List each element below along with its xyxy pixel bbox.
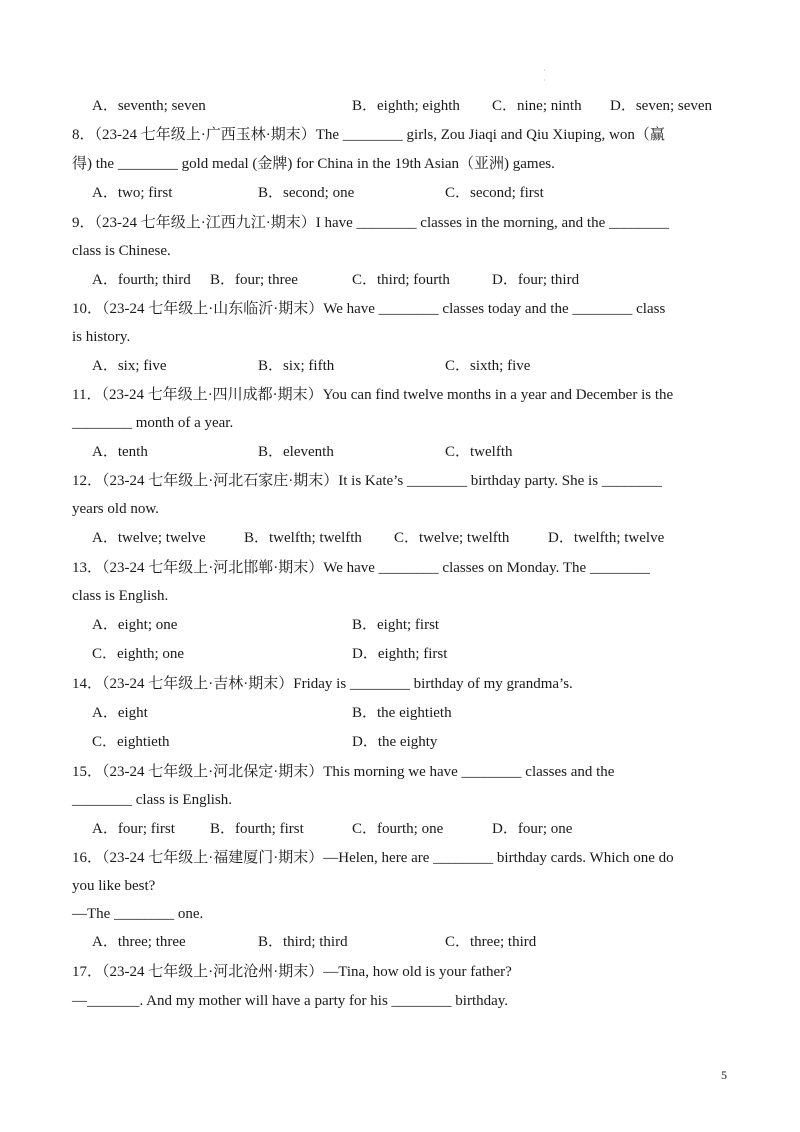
question-8-line-2: 得) the ________ gold medal (金牌) for China in the 19th Asian（亚洲) games.	[72, 156, 555, 172]
option-b: B．third; third	[258, 934, 348, 950]
option-d: D．twelfth; twelve	[548, 530, 665, 546]
question-15-line-2: ________ class is English.	[72, 792, 232, 808]
question-12-options	[0, 528, 800, 548]
question-16-line-3: —The ________ one.	[72, 906, 204, 922]
question-12-line-2: years old now.	[72, 501, 159, 517]
options-row	[0, 96, 800, 116]
question-12-line-1: 12．（23-24 七年级上·河北石家庄·期末）It is Kate’s ________ birthday party. She is ________	[72, 473, 662, 489]
option-c: C．eightieth	[92, 734, 170, 750]
option-b: B．twelfth; twelfth	[244, 530, 362, 546]
question-13-options-row-2	[0, 644, 800, 664]
question-11-line-2: ________ month of a year.	[72, 415, 234, 431]
option-c: C．nine; ninth	[492, 98, 582, 114]
option-a: A．seventh; seven	[92, 98, 206, 114]
question-17-line-1: 17．（23-24 七年级上·河北沧州·期末）—Tina, how old is your father?	[72, 964, 512, 980]
question-10-options	[0, 356, 800, 376]
question-11-options	[0, 442, 800, 462]
option-d: D．seven; seven	[610, 98, 713, 114]
option-b: B．six; fifth	[258, 358, 335, 374]
option-c: C．second; first	[445, 185, 544, 201]
option-c: C．eighth; one	[92, 646, 185, 662]
question-15-options	[0, 819, 800, 839]
question-10-line-2: is history.	[72, 329, 131, 345]
question-10-line-1: 10．（23-24 七年级上·山东临沂·期末）We have ________ classes today and the ________ class	[72, 301, 666, 317]
option-d: D．eighth; first	[352, 646, 448, 662]
option-c: C．three; third	[445, 934, 537, 950]
question-15-line-1: 15．（23-24 七年级上·河北保定·期末）This morning we have ________ classes and the	[72, 764, 615, 780]
option-b: B．second; one	[258, 185, 355, 201]
question-14-options-row-1	[0, 703, 800, 723]
question-13-line-1: 13．（23-24 七年级上·河北邯郸·期末）We have ________ classes on Monday. The ________	[72, 560, 650, 576]
question-16-line-1: 16．（23-24 七年级上·福建厦门·期末）—Helen, here are ________ birthday cards. Which one do	[72, 850, 674, 866]
question-8-options	[0, 183, 800, 203]
question-8-line-1: 8．（23-24 七年级上·广西玉林·期末）The ________ girls, Zou Jiaqi and Qiu Xiuping, won（赢	[72, 127, 665, 143]
option-a: A．six; five	[92, 358, 167, 374]
option-a: A．two; first	[92, 185, 173, 201]
option-c: C．twelfth	[445, 444, 513, 460]
option-a: A．fourth; third	[92, 272, 191, 288]
question-14-options-row-2	[0, 732, 800, 752]
question-9-line-1: 9．（23-24 七年级上·江西九江·期末）I have ________ classes in the morning, and the ________	[72, 215, 670, 231]
option-a: A．eight; one	[92, 617, 178, 633]
question-9-line-2: class is Chinese.	[72, 243, 171, 259]
option-d: D．the eighty	[352, 734, 438, 750]
option-c: C．third; fourth	[352, 272, 450, 288]
page-number: 5	[721, 1068, 727, 1082]
option-b: B．eleventh	[258, 444, 334, 460]
question-11-line-1: 11．（23-24 七年级上·四川成都·期末）You can find twelve months in a year and December is the	[72, 387, 674, 403]
option-c: C．sixth; five	[445, 358, 531, 374]
option-a: A．tenth	[92, 444, 148, 460]
option-a: A．four; first	[92, 821, 175, 837]
option-c: C．twelve; twelfth	[394, 530, 510, 546]
question-13-line-2: class is English.	[72, 588, 169, 604]
question-14-line-1: 14．（23-24 七年级上·吉林·期末）Friday is ________ birthday of my grandma’s.	[72, 676, 573, 692]
option-b: B．four; three	[210, 272, 298, 288]
option-d: D．four; one	[492, 821, 573, 837]
question-13-options-row-1	[0, 615, 800, 635]
option-b: B．eight; first	[352, 617, 440, 633]
scan-dots: · ·	[543, 66, 546, 85]
question-16-line-2: you like best?	[72, 878, 156, 894]
option-c: C．fourth; one	[352, 821, 444, 837]
option-a: A．three; three	[92, 934, 186, 950]
option-a: A．twelve; twelve	[92, 530, 206, 546]
question-9-options	[0, 270, 800, 290]
option-d: D．four; third	[492, 272, 580, 288]
option-a: A．eight	[92, 705, 148, 721]
question-17-line-2: —_______. And my mother will have a party for his ________ birthday.	[72, 993, 509, 1009]
option-b: B．the eightieth	[352, 705, 452, 721]
option-b: B．fourth; first	[210, 821, 304, 837]
option-b: B．eighth; eighth	[352, 98, 460, 114]
question-16-options	[0, 932, 800, 952]
